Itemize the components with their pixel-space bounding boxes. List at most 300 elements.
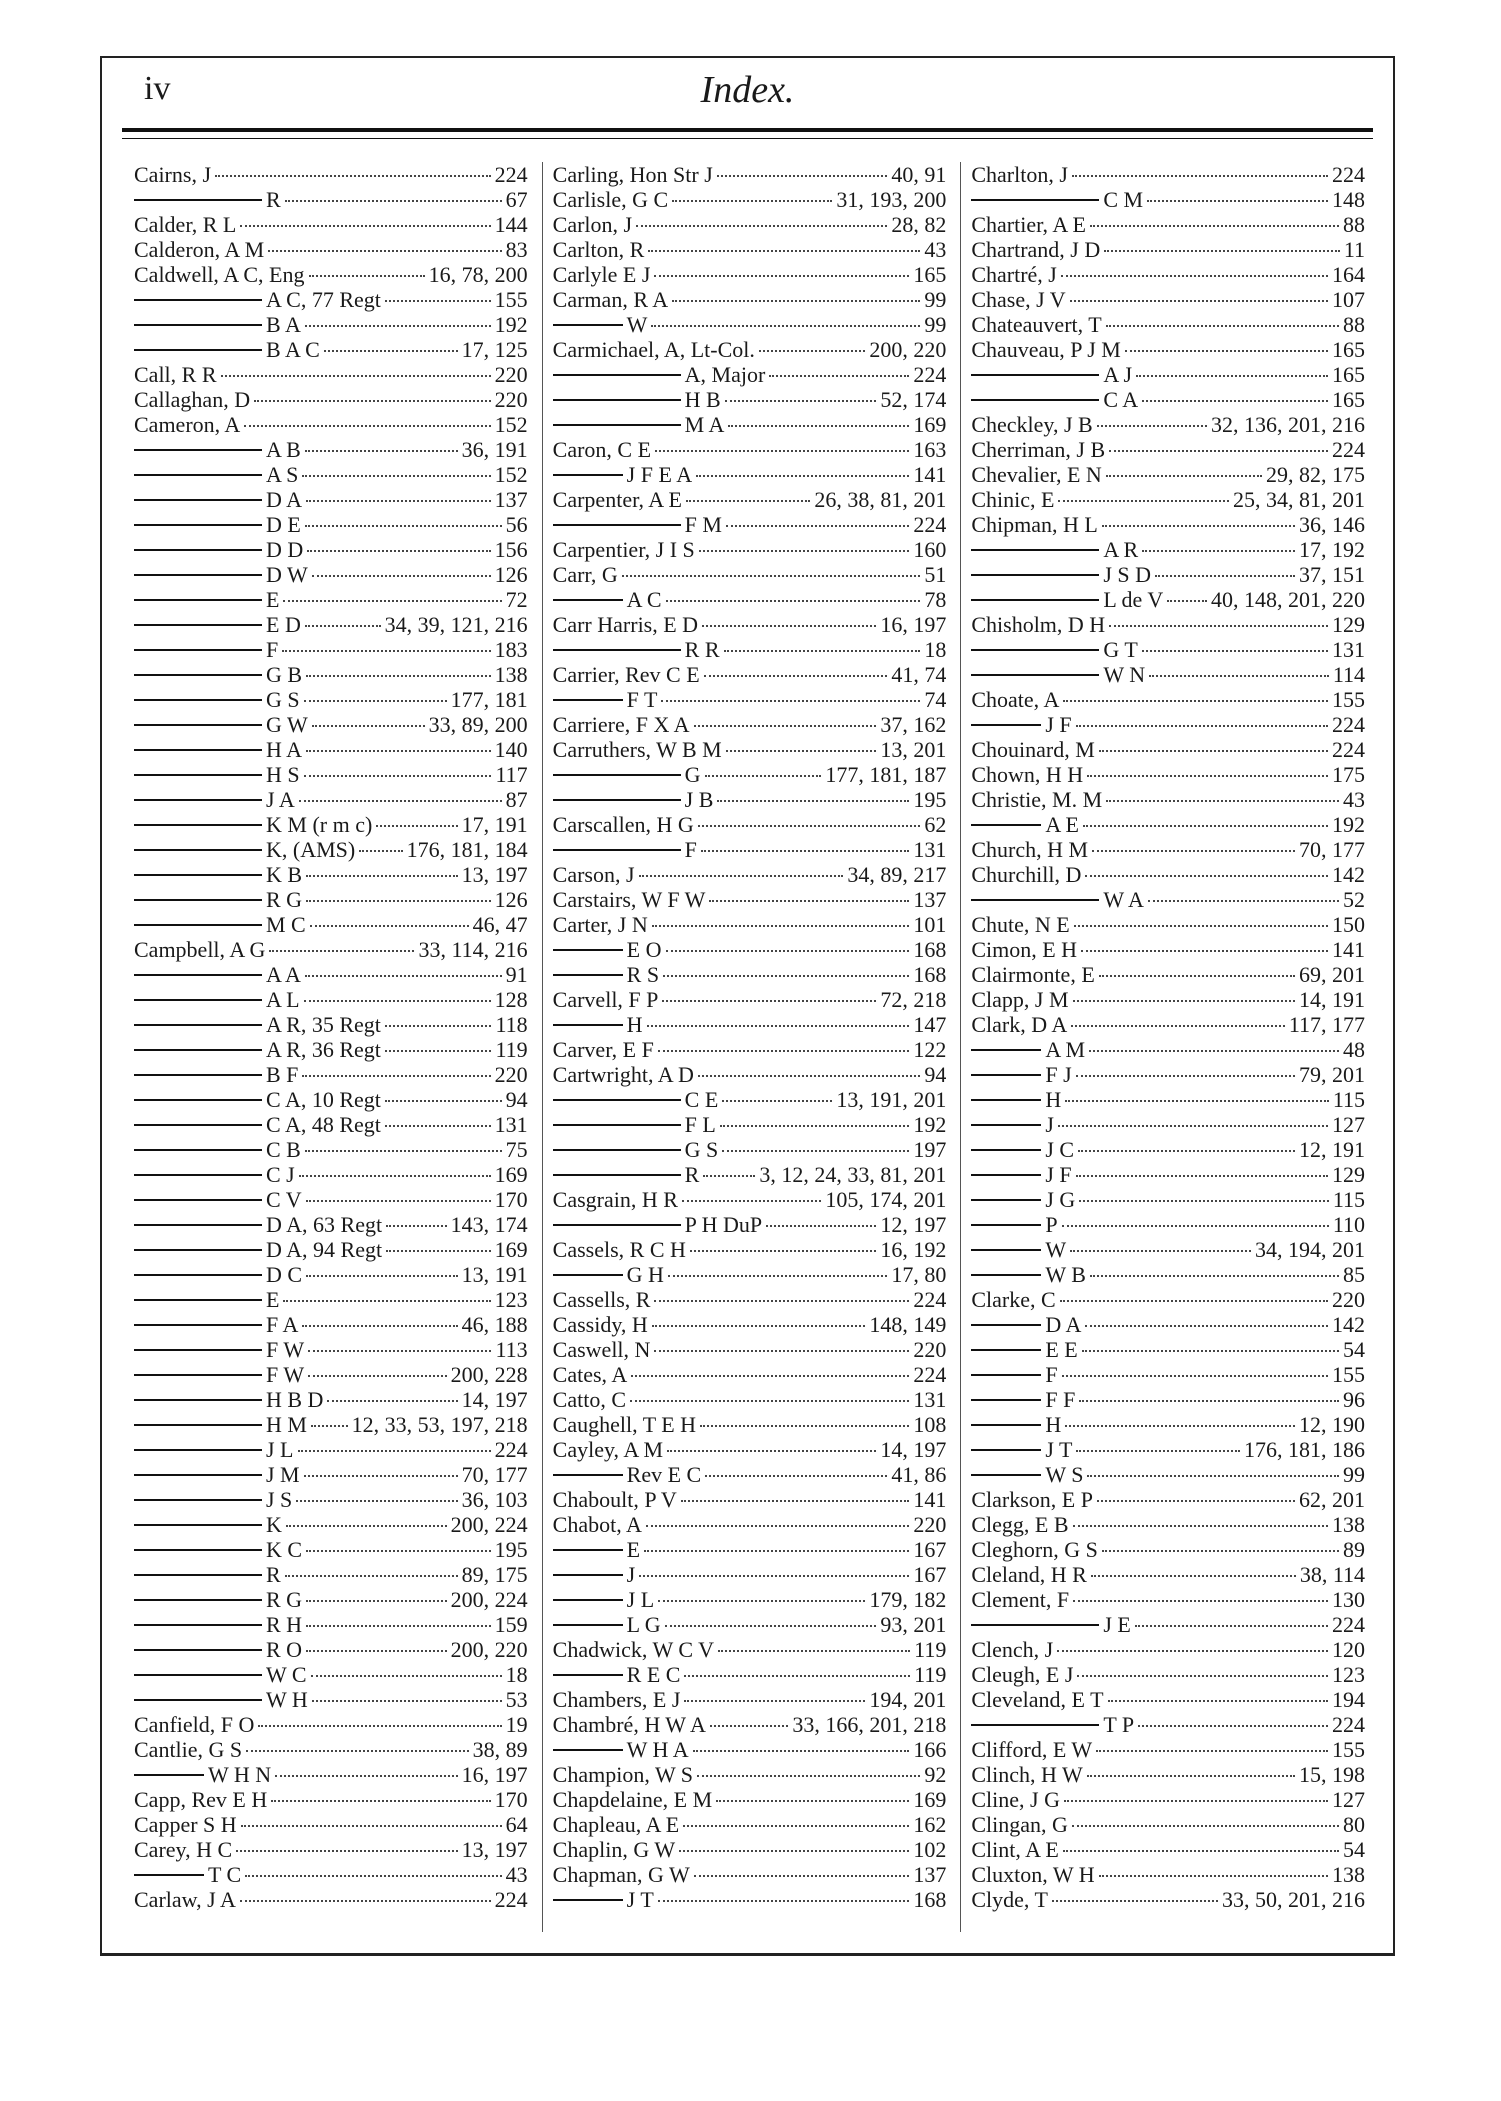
ditto-dash bbox=[553, 424, 681, 426]
dot-leader bbox=[666, 600, 921, 602]
dot-leader bbox=[1063, 700, 1328, 702]
entry-name: Cleveland, E T bbox=[971, 1687, 1104, 1712]
index-entry bbox=[134, 1212, 528, 1237]
entry-pages: 32, 136, 201, 216 bbox=[1211, 412, 1366, 437]
dot-leader bbox=[305, 625, 381, 627]
entry-name: R R bbox=[684, 637, 720, 662]
dot-leader bbox=[1060, 1300, 1328, 1302]
ditto-dash bbox=[553, 1574, 623, 1576]
entry-pages: 33, 114, 216 bbox=[418, 937, 528, 962]
index-entry bbox=[134, 462, 528, 487]
ditto-dash bbox=[553, 1674, 623, 1676]
dot-leader bbox=[672, 300, 920, 302]
ditto-dash bbox=[553, 774, 681, 776]
index-entry bbox=[134, 1237, 528, 1262]
entry-pages: 28, 82 bbox=[891, 212, 947, 237]
ditto-dash bbox=[971, 724, 1041, 726]
index-entry bbox=[971, 1087, 1365, 1112]
entry-pages: 99 bbox=[924, 312, 947, 337]
dot-leader bbox=[1096, 1750, 1328, 1752]
ditto-dash bbox=[134, 1674, 262, 1676]
index-entry bbox=[134, 962, 528, 987]
entry-pages: 37, 151 bbox=[1299, 562, 1366, 587]
ditto-dash bbox=[553, 1224, 681, 1226]
entry-name: K C bbox=[266, 1537, 303, 1562]
entry-name: Capp, Rev E H bbox=[134, 1787, 268, 1812]
dot-leader bbox=[1087, 775, 1328, 777]
index-entry bbox=[971, 537, 1365, 562]
dot-leader bbox=[215, 175, 491, 177]
entry-pages: 25, 34, 81, 201 bbox=[1233, 487, 1366, 512]
entry-pages: 119 bbox=[914, 1637, 947, 1662]
ditto-dash bbox=[134, 1149, 262, 1151]
index-entry bbox=[971, 1887, 1365, 1912]
index-entry bbox=[134, 1887, 528, 1912]
index-entry bbox=[971, 1662, 1365, 1687]
index-entry bbox=[134, 537, 528, 562]
ditto-dash bbox=[553, 1174, 681, 1176]
ditto-dash bbox=[134, 899, 262, 901]
dot-leader bbox=[1065, 1425, 1295, 1427]
ditto-dash bbox=[553, 1474, 623, 1476]
entry-name: C J bbox=[266, 1162, 295, 1187]
entry-pages: 52 bbox=[1343, 887, 1366, 912]
entry-name: Rev E C bbox=[626, 1462, 702, 1487]
entry-name: E bbox=[626, 1537, 641, 1562]
index-entry bbox=[134, 337, 528, 362]
dot-leader bbox=[246, 1750, 469, 1752]
entry-name: R bbox=[266, 187, 281, 212]
index-entry bbox=[553, 1887, 947, 1912]
dot-leader bbox=[282, 650, 490, 652]
index-entry bbox=[971, 1112, 1365, 1137]
index-entry bbox=[553, 1762, 947, 1787]
index-entry bbox=[553, 687, 947, 712]
entry-name: W B bbox=[1045, 1262, 1086, 1287]
dot-leader bbox=[654, 275, 909, 277]
dot-leader bbox=[654, 1300, 909, 1302]
dot-leader bbox=[286, 1525, 447, 1527]
index-entry bbox=[971, 512, 1365, 537]
index-entry bbox=[134, 437, 528, 462]
entry-name: Caron, C E bbox=[552, 437, 652, 462]
index-entry bbox=[553, 1562, 947, 1587]
entry-pages: 36, 191 bbox=[461, 437, 528, 462]
entry-pages: 152 bbox=[494, 462, 528, 487]
entry-pages: 94 bbox=[505, 1087, 528, 1112]
dot-leader bbox=[306, 1625, 491, 1627]
entry-name: C M bbox=[1103, 187, 1144, 212]
dot-leader bbox=[1070, 1250, 1251, 1252]
entry-name: Clinch, H W bbox=[971, 1762, 1083, 1787]
entry-pages: 194, 201 bbox=[869, 1687, 947, 1712]
entry-pages: 13, 191 bbox=[461, 1262, 528, 1287]
ditto-dash bbox=[971, 649, 1099, 651]
entry-name: Caswell, N bbox=[552, 1337, 651, 1362]
entry-name: K, (AMS) bbox=[266, 837, 356, 862]
index-entry bbox=[971, 1062, 1365, 1087]
entry-name: Carlisle, G C bbox=[552, 187, 669, 212]
dot-leader bbox=[311, 1425, 348, 1427]
entry-pages: 123 bbox=[494, 1287, 528, 1312]
entry-pages: 142 bbox=[1332, 862, 1366, 887]
entry-pages: 220 bbox=[494, 387, 528, 412]
index-entry bbox=[134, 1537, 528, 1562]
entry-name: Carling, Hon Str J bbox=[552, 162, 713, 187]
entry-name: Carey, H C bbox=[134, 1837, 233, 1862]
index-entry bbox=[553, 312, 947, 337]
dot-leader bbox=[386, 1225, 447, 1227]
dot-leader bbox=[1062, 1225, 1329, 1227]
entry-name: F F bbox=[1045, 1387, 1076, 1412]
index-entry bbox=[971, 612, 1365, 637]
entry-pages: 117, 177 bbox=[1288, 1012, 1366, 1037]
dot-leader bbox=[684, 1675, 910, 1677]
index-entry bbox=[971, 1612, 1365, 1637]
ditto-dash bbox=[134, 1699, 262, 1701]
dot-leader bbox=[1091, 1575, 1296, 1577]
entry-pages: 131 bbox=[494, 1112, 528, 1137]
dot-leader bbox=[1073, 1525, 1329, 1527]
entry-name: Call, R R bbox=[134, 362, 217, 387]
dot-leader bbox=[686, 500, 810, 502]
index-entry bbox=[134, 837, 528, 862]
index-entry bbox=[553, 587, 947, 612]
dot-leader bbox=[1138, 1725, 1328, 1727]
entry-pages: 93, 201 bbox=[880, 1612, 947, 1637]
ditto-dash bbox=[553, 949, 623, 951]
entry-pages: 155 bbox=[1332, 687, 1366, 712]
entry-name: W H N bbox=[208, 1762, 272, 1787]
entry-name: Chute, N E bbox=[971, 912, 1070, 937]
ditto-dash bbox=[553, 699, 623, 701]
index-entry bbox=[553, 937, 947, 962]
ditto-dash bbox=[971, 1449, 1041, 1451]
dot-leader bbox=[668, 1275, 887, 1277]
entry-name: D C bbox=[266, 1262, 303, 1287]
dot-leader bbox=[306, 675, 491, 677]
ditto-dash bbox=[134, 624, 262, 626]
entry-name: Charlton, J bbox=[971, 162, 1068, 187]
entry-name: K bbox=[266, 1512, 282, 1537]
ditto-dash bbox=[971, 574, 1099, 576]
ditto-dash bbox=[134, 1524, 262, 1526]
entry-name: R S bbox=[626, 962, 660, 987]
index-entry bbox=[971, 1712, 1365, 1737]
ditto-dash bbox=[971, 1474, 1041, 1476]
entry-pages: 38, 114 bbox=[1299, 1562, 1366, 1587]
ditto-dash bbox=[971, 1149, 1041, 1151]
entry-name: Carlon, J bbox=[552, 212, 633, 237]
index-entry bbox=[553, 537, 947, 562]
entry-name: Clairmonte, E bbox=[971, 962, 1095, 987]
entry-name: J S bbox=[266, 1487, 293, 1512]
entry-name: Chase, J V bbox=[971, 287, 1066, 312]
entry-name: E O bbox=[626, 937, 662, 962]
entry-name: Carson, J bbox=[552, 862, 635, 887]
entry-pages: 119 bbox=[495, 1037, 528, 1062]
entry-pages: 67 bbox=[505, 187, 528, 212]
index-entry bbox=[971, 337, 1365, 362]
dot-leader bbox=[700, 1425, 909, 1427]
entry-name: Chadwick, W C V bbox=[552, 1637, 715, 1662]
ditto-dash bbox=[971, 1199, 1041, 1201]
index-entry bbox=[553, 662, 947, 687]
index-entry bbox=[134, 987, 528, 1012]
ditto-dash bbox=[553, 399, 681, 401]
dot-leader bbox=[1090, 225, 1339, 227]
ditto-dash bbox=[134, 1649, 262, 1651]
index-entry bbox=[971, 562, 1365, 587]
dot-leader bbox=[726, 750, 877, 752]
entry-name: A R bbox=[1103, 537, 1139, 562]
entry-name: F bbox=[684, 837, 697, 862]
entry-name: Cassidy, H bbox=[552, 1312, 648, 1337]
index-entry bbox=[134, 1487, 528, 1512]
entry-pages: 31, 193, 200 bbox=[836, 187, 947, 212]
dot-leader bbox=[1064, 1800, 1328, 1802]
index-entry bbox=[971, 787, 1365, 812]
entry-pages: 18 bbox=[505, 1662, 528, 1687]
page-frame bbox=[100, 56, 1395, 1956]
entry-pages: 224 bbox=[1332, 162, 1366, 187]
entry-pages: 107 bbox=[1332, 287, 1366, 312]
entry-name: Checkley, J B bbox=[971, 412, 1093, 437]
dot-leader bbox=[1061, 275, 1328, 277]
index-entry bbox=[134, 1162, 528, 1187]
dot-leader bbox=[1142, 650, 1328, 652]
ditto-dash bbox=[134, 1174, 262, 1176]
entry-name: J T bbox=[626, 1887, 654, 1912]
entry-pages: 52, 174 bbox=[880, 387, 947, 412]
dot-leader bbox=[698, 825, 921, 827]
entry-name: A J bbox=[1103, 362, 1133, 387]
ditto-dash bbox=[971, 1049, 1041, 1051]
index-entry bbox=[971, 1462, 1365, 1487]
index-entry bbox=[134, 587, 528, 612]
entry-pages: 80 bbox=[1343, 1812, 1366, 1837]
ditto-dash bbox=[971, 374, 1099, 376]
dot-leader bbox=[648, 250, 920, 252]
entry-pages: 147 bbox=[913, 1012, 947, 1037]
index-entry bbox=[134, 912, 528, 937]
entry-pages: 167 bbox=[913, 1562, 947, 1587]
entry-pages: 130 bbox=[1332, 1587, 1366, 1612]
entry-name: Cantlie, G S bbox=[134, 1737, 243, 1762]
ditto-dash bbox=[971, 1274, 1041, 1276]
entry-name: Cates, A bbox=[552, 1362, 628, 1387]
index-entry bbox=[553, 1012, 947, 1037]
index-entry bbox=[134, 1737, 528, 1762]
entry-name: Clark, D A bbox=[971, 1012, 1068, 1037]
entry-name: L de V bbox=[1103, 587, 1164, 612]
dot-leader bbox=[630, 1400, 909, 1402]
entry-pages: 165 bbox=[1332, 362, 1366, 387]
dot-leader bbox=[652, 925, 910, 927]
entry-pages: 89, 175 bbox=[461, 1562, 528, 1587]
index-entry bbox=[553, 787, 947, 812]
entry-name: E E bbox=[1045, 1337, 1078, 1362]
entry-pages: 89 bbox=[1343, 1537, 1366, 1562]
dot-leader bbox=[639, 875, 844, 877]
ditto-dash bbox=[553, 1149, 681, 1151]
index-entry bbox=[134, 1137, 528, 1162]
entry-pages: 131 bbox=[913, 1387, 947, 1412]
dot-leader bbox=[647, 1025, 910, 1027]
entry-pages: 131 bbox=[1332, 637, 1366, 662]
ditto-dash bbox=[134, 649, 262, 651]
ditto-dash bbox=[971, 1099, 1041, 1101]
index-entry bbox=[553, 962, 947, 987]
index-entry bbox=[553, 737, 947, 762]
entry-pages: 70, 177 bbox=[1299, 837, 1366, 862]
ditto-dash bbox=[134, 1299, 262, 1301]
entry-name: D W bbox=[266, 562, 308, 587]
entry-pages: 165 bbox=[1332, 387, 1366, 412]
entry-name: J L bbox=[266, 1437, 294, 1462]
entry-pages: 224 bbox=[1332, 1612, 1366, 1637]
entry-pages: 88 bbox=[1343, 212, 1366, 237]
index-entry bbox=[971, 1287, 1365, 1312]
entry-name: Chartré, J bbox=[971, 262, 1057, 287]
index-entry bbox=[971, 1412, 1365, 1437]
entry-pages: 51 bbox=[924, 562, 947, 587]
dot-leader bbox=[245, 1875, 501, 1877]
entry-name: Carstairs, W F W bbox=[552, 887, 706, 912]
entry-name: F A bbox=[266, 1312, 299, 1337]
dot-leader bbox=[1072, 1825, 1339, 1827]
index-entry bbox=[971, 1387, 1365, 1412]
entry-pages: 17, 191 bbox=[461, 812, 528, 837]
entry-pages: 15, 198 bbox=[1299, 1762, 1366, 1787]
index-entry bbox=[134, 1262, 528, 1287]
ditto-dash bbox=[134, 324, 262, 326]
index-entry bbox=[134, 1412, 528, 1437]
entry-pages: 122 bbox=[913, 1037, 947, 1062]
entry-pages: 152 bbox=[494, 412, 528, 437]
index-entry bbox=[134, 1662, 528, 1687]
entry-name: Chauveau, P J M bbox=[971, 337, 1121, 362]
entry-pages: 164 bbox=[1332, 262, 1366, 287]
entry-name: Carscallen, H G bbox=[552, 812, 694, 837]
ditto-dash bbox=[134, 1449, 262, 1451]
entry-name: A M bbox=[1045, 1037, 1086, 1062]
dot-leader bbox=[312, 1700, 502, 1702]
entry-pages: 192 bbox=[494, 312, 528, 337]
index-entry bbox=[553, 637, 947, 662]
index-entry bbox=[971, 637, 1365, 662]
ditto-dash bbox=[134, 499, 262, 501]
entry-name: E bbox=[266, 587, 280, 612]
entry-pages: 195 bbox=[913, 787, 947, 812]
index-entry bbox=[553, 1662, 947, 1687]
index-entry bbox=[971, 1362, 1365, 1387]
entry-pages: 194 bbox=[1332, 1687, 1366, 1712]
entry-name: Clapp, J M bbox=[971, 987, 1069, 1012]
ditto-dash bbox=[134, 1324, 262, 1326]
index-entry bbox=[971, 662, 1365, 687]
entry-name: F M bbox=[684, 512, 722, 537]
ditto-dash bbox=[134, 449, 262, 451]
entry-pages: 155 bbox=[494, 287, 528, 312]
entry-name: H bbox=[1045, 1087, 1062, 1112]
entry-pages: 168 bbox=[913, 962, 947, 987]
index-entry bbox=[553, 1362, 947, 1387]
index-entry bbox=[553, 562, 947, 587]
dot-leader bbox=[306, 750, 491, 752]
dot-leader bbox=[701, 850, 909, 852]
entry-name: A R, 35 Regt bbox=[266, 1012, 381, 1037]
index-entry bbox=[971, 1862, 1365, 1887]
dot-leader bbox=[306, 1650, 447, 1652]
dot-leader bbox=[385, 1125, 491, 1127]
entry-name: Cluxton, W H bbox=[971, 1862, 1095, 1887]
entry-pages: 115 bbox=[1332, 1187, 1366, 1212]
dot-leader bbox=[308, 1375, 447, 1377]
entry-name: Caldwell, A C, Eng bbox=[134, 262, 305, 287]
entry-name: G bbox=[684, 762, 701, 787]
dot-leader bbox=[258, 1725, 501, 1727]
entry-name: Caughell, T E H bbox=[552, 1412, 697, 1437]
index-entry bbox=[134, 1512, 528, 1537]
dot-leader bbox=[1142, 400, 1328, 402]
ditto-dash bbox=[134, 349, 262, 351]
dot-leader bbox=[298, 1450, 491, 1452]
entry-pages: 220 bbox=[494, 1062, 528, 1087]
entry-name: Clarkson, E P bbox=[971, 1487, 1093, 1512]
index-entry bbox=[134, 1387, 528, 1412]
ditto-dash bbox=[971, 1174, 1041, 1176]
ditto-dash bbox=[134, 674, 262, 676]
ditto-dash bbox=[134, 1599, 262, 1601]
ditto-dash bbox=[971, 1224, 1041, 1226]
entry-name: G S bbox=[266, 687, 300, 712]
dot-leader bbox=[304, 1000, 491, 1002]
entry-pages: 53 bbox=[505, 1687, 528, 1712]
dot-leader bbox=[309, 275, 425, 277]
ditto-dash bbox=[134, 1424, 262, 1426]
entry-name: Carman, R A bbox=[552, 287, 669, 312]
ditto-dash bbox=[971, 674, 1099, 676]
ditto-dash bbox=[971, 1074, 1041, 1076]
entry-name: Carvell, F P bbox=[552, 987, 659, 1012]
entry-pages: 18 bbox=[924, 637, 947, 662]
index-entry bbox=[134, 562, 528, 587]
dot-leader bbox=[694, 1875, 910, 1877]
entry-pages: 195 bbox=[494, 1537, 528, 1562]
index-entry bbox=[971, 1337, 1365, 1362]
dot-leader bbox=[631, 1375, 909, 1377]
entry-pages: 143, 174 bbox=[450, 1212, 528, 1237]
index-entry bbox=[134, 1437, 528, 1462]
entry-name: Clingan, G bbox=[971, 1812, 1068, 1837]
dot-leader bbox=[681, 1500, 910, 1502]
entry-pages: 12, 33, 53, 197, 218 bbox=[351, 1412, 528, 1437]
entry-pages: 118 bbox=[495, 1012, 528, 1037]
entry-name: Carpenter, A E bbox=[552, 487, 682, 512]
dot-leader bbox=[1097, 1500, 1295, 1502]
dot-leader bbox=[306, 1550, 491, 1552]
dot-leader bbox=[658, 1050, 910, 1052]
entry-name: A C bbox=[626, 587, 662, 612]
dot-leader bbox=[662, 1000, 876, 1002]
dot-leader bbox=[652, 1325, 866, 1327]
ditto-dash bbox=[553, 599, 623, 601]
index-entry bbox=[971, 1787, 1365, 1812]
ditto-dash bbox=[553, 1549, 623, 1551]
index-entry bbox=[553, 1812, 947, 1837]
index-entry bbox=[553, 1312, 947, 1337]
